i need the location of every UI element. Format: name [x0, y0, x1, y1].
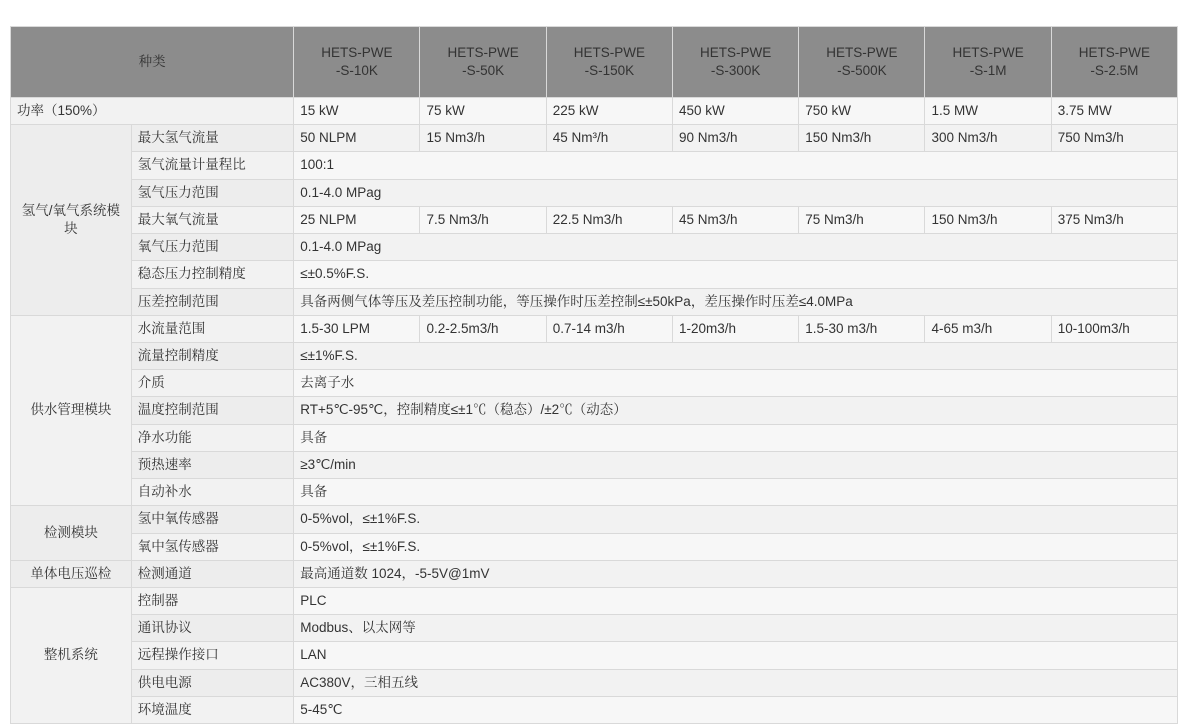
cell: 90 Nm3/h: [672, 125, 798, 152]
table-row: [11, 152, 1178, 179]
row-label: 氢气压力范围: [131, 179, 293, 206]
table-row: [11, 288, 1178, 315]
header-model-7-line1: HETS-PWE: [1078, 44, 1150, 60]
group-label-machine: 整机系统: [11, 587, 132, 723]
header-model-4-line1: HETS-PWE: [699, 44, 772, 60]
row-label: 最大氢气流量: [131, 125, 293, 152]
cell: RT+5℃-95℃，控制精度≤±1℃（稳态）/±2℃（动态）: [294, 397, 1178, 424]
cell: 150 Nm3/h: [799, 125, 925, 152]
header-model-7-line2: -S-2.5M: [1090, 63, 1139, 78]
table-row: [11, 206, 1178, 233]
cell: 150 Nm3/h: [925, 206, 1051, 233]
row-label: 稳态压力控制精度: [131, 261, 293, 288]
cell: 1.5-30 LPM: [294, 315, 420, 342]
cell: 5-45℃: [294, 696, 1178, 723]
table-header: [11, 27, 1178, 98]
table-row: [11, 179, 1178, 206]
table-row: [11, 479, 1178, 506]
table-row: [11, 397, 1178, 424]
header-model-2: [420, 27, 546, 98]
cell: 具备两侧气体等压及差压控制功能，等压操作时压差控制≤±50kPa，差压操作时压差≤4.0MPa: [294, 288, 1178, 315]
header-model-4-line2: -S-300K: [710, 63, 761, 78]
cell: 75 kW: [420, 98, 546, 125]
row-label: 氧中氢传感器: [131, 533, 293, 560]
cell: 22.5 Nm3/h: [546, 206, 672, 233]
table-row: [11, 615, 1178, 642]
row-label: 控制器: [131, 587, 293, 614]
cell: 15 Nm3/h: [420, 125, 546, 152]
row-label: 氢中氧传感器: [131, 506, 293, 533]
row-label: 水流量范围: [131, 315, 293, 342]
cell: 750 kW: [799, 98, 925, 125]
table-body: [11, 98, 1178, 724]
cell: 15 kW: [294, 98, 420, 125]
group-label-voltage: 单体电压巡检: [11, 560, 132, 587]
header-row: [11, 27, 1178, 98]
table-row: [11, 261, 1178, 288]
row-label: 环境温度: [131, 696, 293, 723]
cell: PLC: [294, 587, 1178, 614]
cell: 0-5%vol，≤±1%F.S.: [294, 506, 1178, 533]
header-model-5: [799, 27, 925, 98]
row-label: 自动补水: [131, 479, 293, 506]
specification-table: [10, 26, 1178, 724]
cell: 4-65 m3/h: [925, 315, 1051, 342]
cell: 750 Nm3/h: [1051, 125, 1177, 152]
cell: 1.5 MW: [925, 98, 1051, 125]
cell: 100:1: [294, 152, 1178, 179]
row-label: 流量控制精度: [131, 342, 293, 369]
table-row: [11, 587, 1178, 614]
row-label: 氢气流量计量程比: [131, 152, 293, 179]
header-model-1: [294, 27, 420, 98]
table-row: [11, 315, 1178, 342]
cell: AC380V，三相五线: [294, 669, 1178, 696]
header-model-2-line2: -S-50K: [462, 63, 505, 78]
table-row: [11, 506, 1178, 533]
cell: 1-20m3/h: [672, 315, 798, 342]
table-row: [11, 370, 1178, 397]
cell: Modbus、以太网等: [294, 615, 1178, 642]
header-model-3: [546, 27, 672, 98]
row-label: 最大氧气流量: [131, 206, 293, 233]
cell: 45 Nm3/h: [672, 206, 798, 233]
header-model-4: [672, 27, 798, 98]
cell: 最高通道数 1024，-5-5V@1mV: [294, 560, 1178, 587]
cell: 10-100m3/h: [1051, 315, 1177, 342]
header-model-2-line1: HETS-PWE: [447, 44, 519, 60]
cell: 75 Nm3/h: [799, 206, 925, 233]
cell: 去离子水: [294, 370, 1178, 397]
cell: 25 NLPM: [294, 206, 420, 233]
cell: LAN: [294, 642, 1178, 669]
row-label: 压差控制范围: [131, 288, 293, 315]
table-row: [11, 424, 1178, 451]
table-row: [11, 98, 1178, 125]
cell: 225 kW: [546, 98, 672, 125]
cell: 3.75 MW: [1051, 98, 1177, 125]
cell: 1.5-30 m3/h: [799, 315, 925, 342]
cell: 375 Nm3/h: [1051, 206, 1177, 233]
table-row: [11, 342, 1178, 369]
cell: 具备: [294, 479, 1178, 506]
header-model-6: [925, 27, 1051, 98]
cell: 0.1-4.0 MPag: [294, 179, 1178, 206]
cell: ≤±0.5%F.S.: [294, 261, 1178, 288]
cell: 300 Nm3/h: [925, 125, 1051, 152]
group-label-water: 供水管理模块: [11, 315, 132, 506]
table-row: [11, 125, 1178, 152]
cell: 0.1-4.0 MPag: [294, 234, 1178, 261]
header-model-3-line2: -S-150K: [584, 63, 635, 78]
header-model-5-line2: -S-500K: [837, 63, 887, 78]
row-label: 温度控制范围: [131, 397, 293, 424]
row-label: 介质: [131, 370, 293, 397]
cell: ≤±1%F.S.: [294, 342, 1178, 369]
row-label: 远程操作接口: [131, 642, 293, 669]
row-label: 通讯协议: [131, 615, 293, 642]
cell: 450 kW: [672, 98, 798, 125]
table-row: [11, 696, 1178, 723]
header-model-6-line1: HETS-PWE: [952, 44, 1024, 60]
row-label: 预热速率: [131, 451, 293, 478]
group-label-gas: 氢气/氧气系统模块: [11, 125, 132, 316]
header-model-5-line1: HETS-PWE: [826, 44, 898, 60]
cell: 0.7-14 m3/h: [546, 315, 672, 342]
table-row: [11, 642, 1178, 669]
header-model-6-line2: -S-1M: [969, 63, 1007, 78]
row-label: 净水功能: [131, 424, 293, 451]
row-label: 供电电源: [131, 669, 293, 696]
row-label: 氧气压力范围: [131, 234, 293, 261]
cell: 0.2-2.5m3/h: [420, 315, 546, 342]
table-row: [11, 669, 1178, 696]
row-label: 检测通道: [131, 560, 293, 587]
header-model-1-line1: HETS-PWE: [321, 44, 393, 60]
header-model-1-line2: -S-10K: [335, 63, 378, 78]
row-label-power: 功率（150%）: [11, 98, 294, 125]
header-model-3-line1: HETS-PWE: [573, 44, 645, 60]
table-row: [11, 560, 1178, 587]
table-row: [11, 234, 1178, 261]
table-row: [11, 451, 1178, 478]
table-row: [11, 533, 1178, 560]
cell: 50 NLPM: [294, 125, 420, 152]
cell: 0-5%vol，≤±1%F.S.: [294, 533, 1178, 560]
cell: 7.5 Nm3/h: [420, 206, 546, 233]
header-model-7: [1051, 27, 1177, 98]
cell: 具备: [294, 424, 1178, 451]
cell: 45 Nm³/h: [546, 125, 672, 152]
cell: ≥3℃/min: [294, 451, 1178, 478]
group-label-detection: 检测模块: [11, 506, 132, 560]
header-category: 种类: [11, 27, 294, 98]
